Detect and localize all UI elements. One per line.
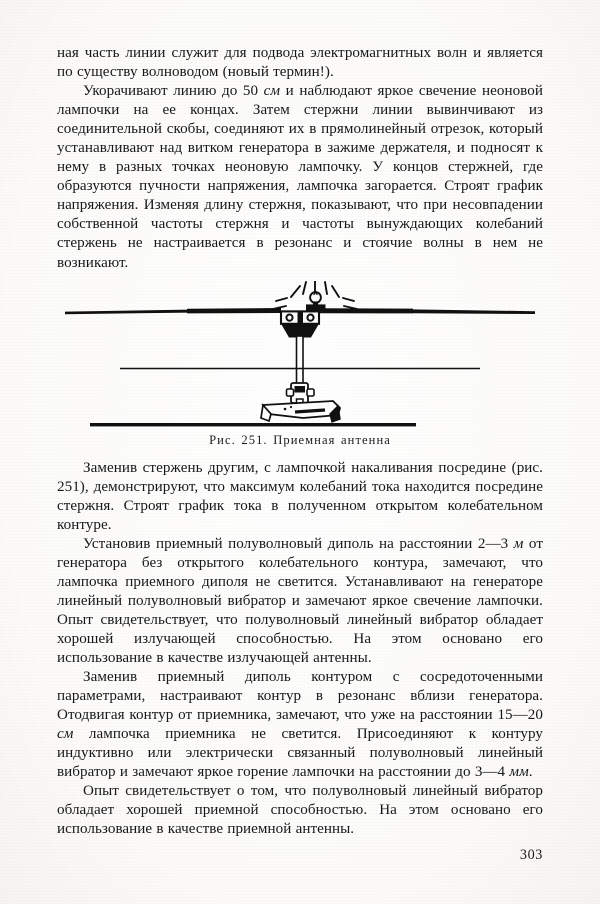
text-run: Заменив приемный диполь контуром с сосредоточенными параметрами, настраивают контур в резонанс вблизи генератора. Отодвигая контур от приемника, замечают, что уже на расстоянии 15—20 — [57, 669, 543, 724]
floor-line — [90, 423, 416, 426]
text-run: Установив приемный полуволновый диполь на расстоянии 2—3 — [83, 535, 514, 552]
paragraph-2 — [57, 82, 543, 272]
text-run: ная часть линии служит для подвода электромагнитных волн и является по существу волноводом (новый термин!). — [57, 45, 543, 81]
paragraph-4 — [57, 535, 543, 668]
text-run: лампочка приемника не светится. Присоединяют к контуру индуктивно или электрически связанный полуволновый линейный вибратор и замечают яркое горение лампочки на расстоянии до 3—4 — [57, 726, 543, 781]
telescoping-dipole-rod-right — [319, 308, 535, 314]
paragraph-3 — [57, 459, 543, 535]
telescoping-dipole-rod-left — [65, 308, 281, 314]
text-run: от генератора без открытого колебательного контура, замечают, что лампочка приемного диполя не светится. Устанавливают на генераторе линейный полуволновый вибратор и замечают яркое свечение лампочки. Опыт свидетельствует, что полуволновый линейный вибратор обладает хорошей излучающей способностью. На этом основано его использование в качестве излучающей антенны. — [57, 535, 543, 667]
page-number: 303 — [519, 847, 543, 863]
figure-caption: Рис. 251. Приемная антенна — [209, 432, 391, 447]
paragraph-1 — [57, 44, 543, 82]
tripod-foot — [261, 401, 340, 422]
text-column — [57, 44, 543, 840]
terminal-block — [281, 304, 326, 323]
paragraph-5 — [57, 668, 543, 782]
text-run: Опыт свидетельствует о том, что полуволновый линейный вибратор обладает хорошей приемной способностью. На этом основано его использование в качестве приемной антенны. — [57, 783, 543, 838]
text-run: . — [528, 764, 533, 781]
italic-unit: м — [513, 535, 524, 552]
paragraph-6 — [57, 782, 543, 839]
italic-unit: см — [263, 83, 281, 100]
italic-unit: мм — [509, 764, 529, 781]
text-run: Укорачивают линию до 50 — [83, 83, 264, 100]
text-run: и наблюдают яркое свечение неоновой лампочки на ее концах. Затем стержни линии вывинчивают из соединительной скобы, соединяют их в прямолинейный отрезок, который устанавливают над витком генератора в зажиме держателя, и подносят к нему в разных точках неоновую лампочку. У концов стержней, где образуются пучности напряжения, лампочка загорается. Строят график напряжения. Изменяя длину стержня, показывают, что при несовпадении собственной частоты стержня и частоты вынуждающих колебаний стержень не настраивается в резонанс и стоячие волны в нем не возникают. — [57, 83, 543, 271]
receiving-antenna-illustration — [57, 281, 543, 431]
italic-unit: см — [57, 726, 74, 743]
text-run: Заменив стержень другим, с лампочкой накаливания посредине (рис. 251), демонстрируют, что максимум колебаний тока находится посредине стержня. Строят график тока в полученном открытом колебательном контуре. — [57, 459, 543, 533]
figure-251 — [57, 281, 543, 459]
incandescent-lamp — [310, 292, 321, 305]
